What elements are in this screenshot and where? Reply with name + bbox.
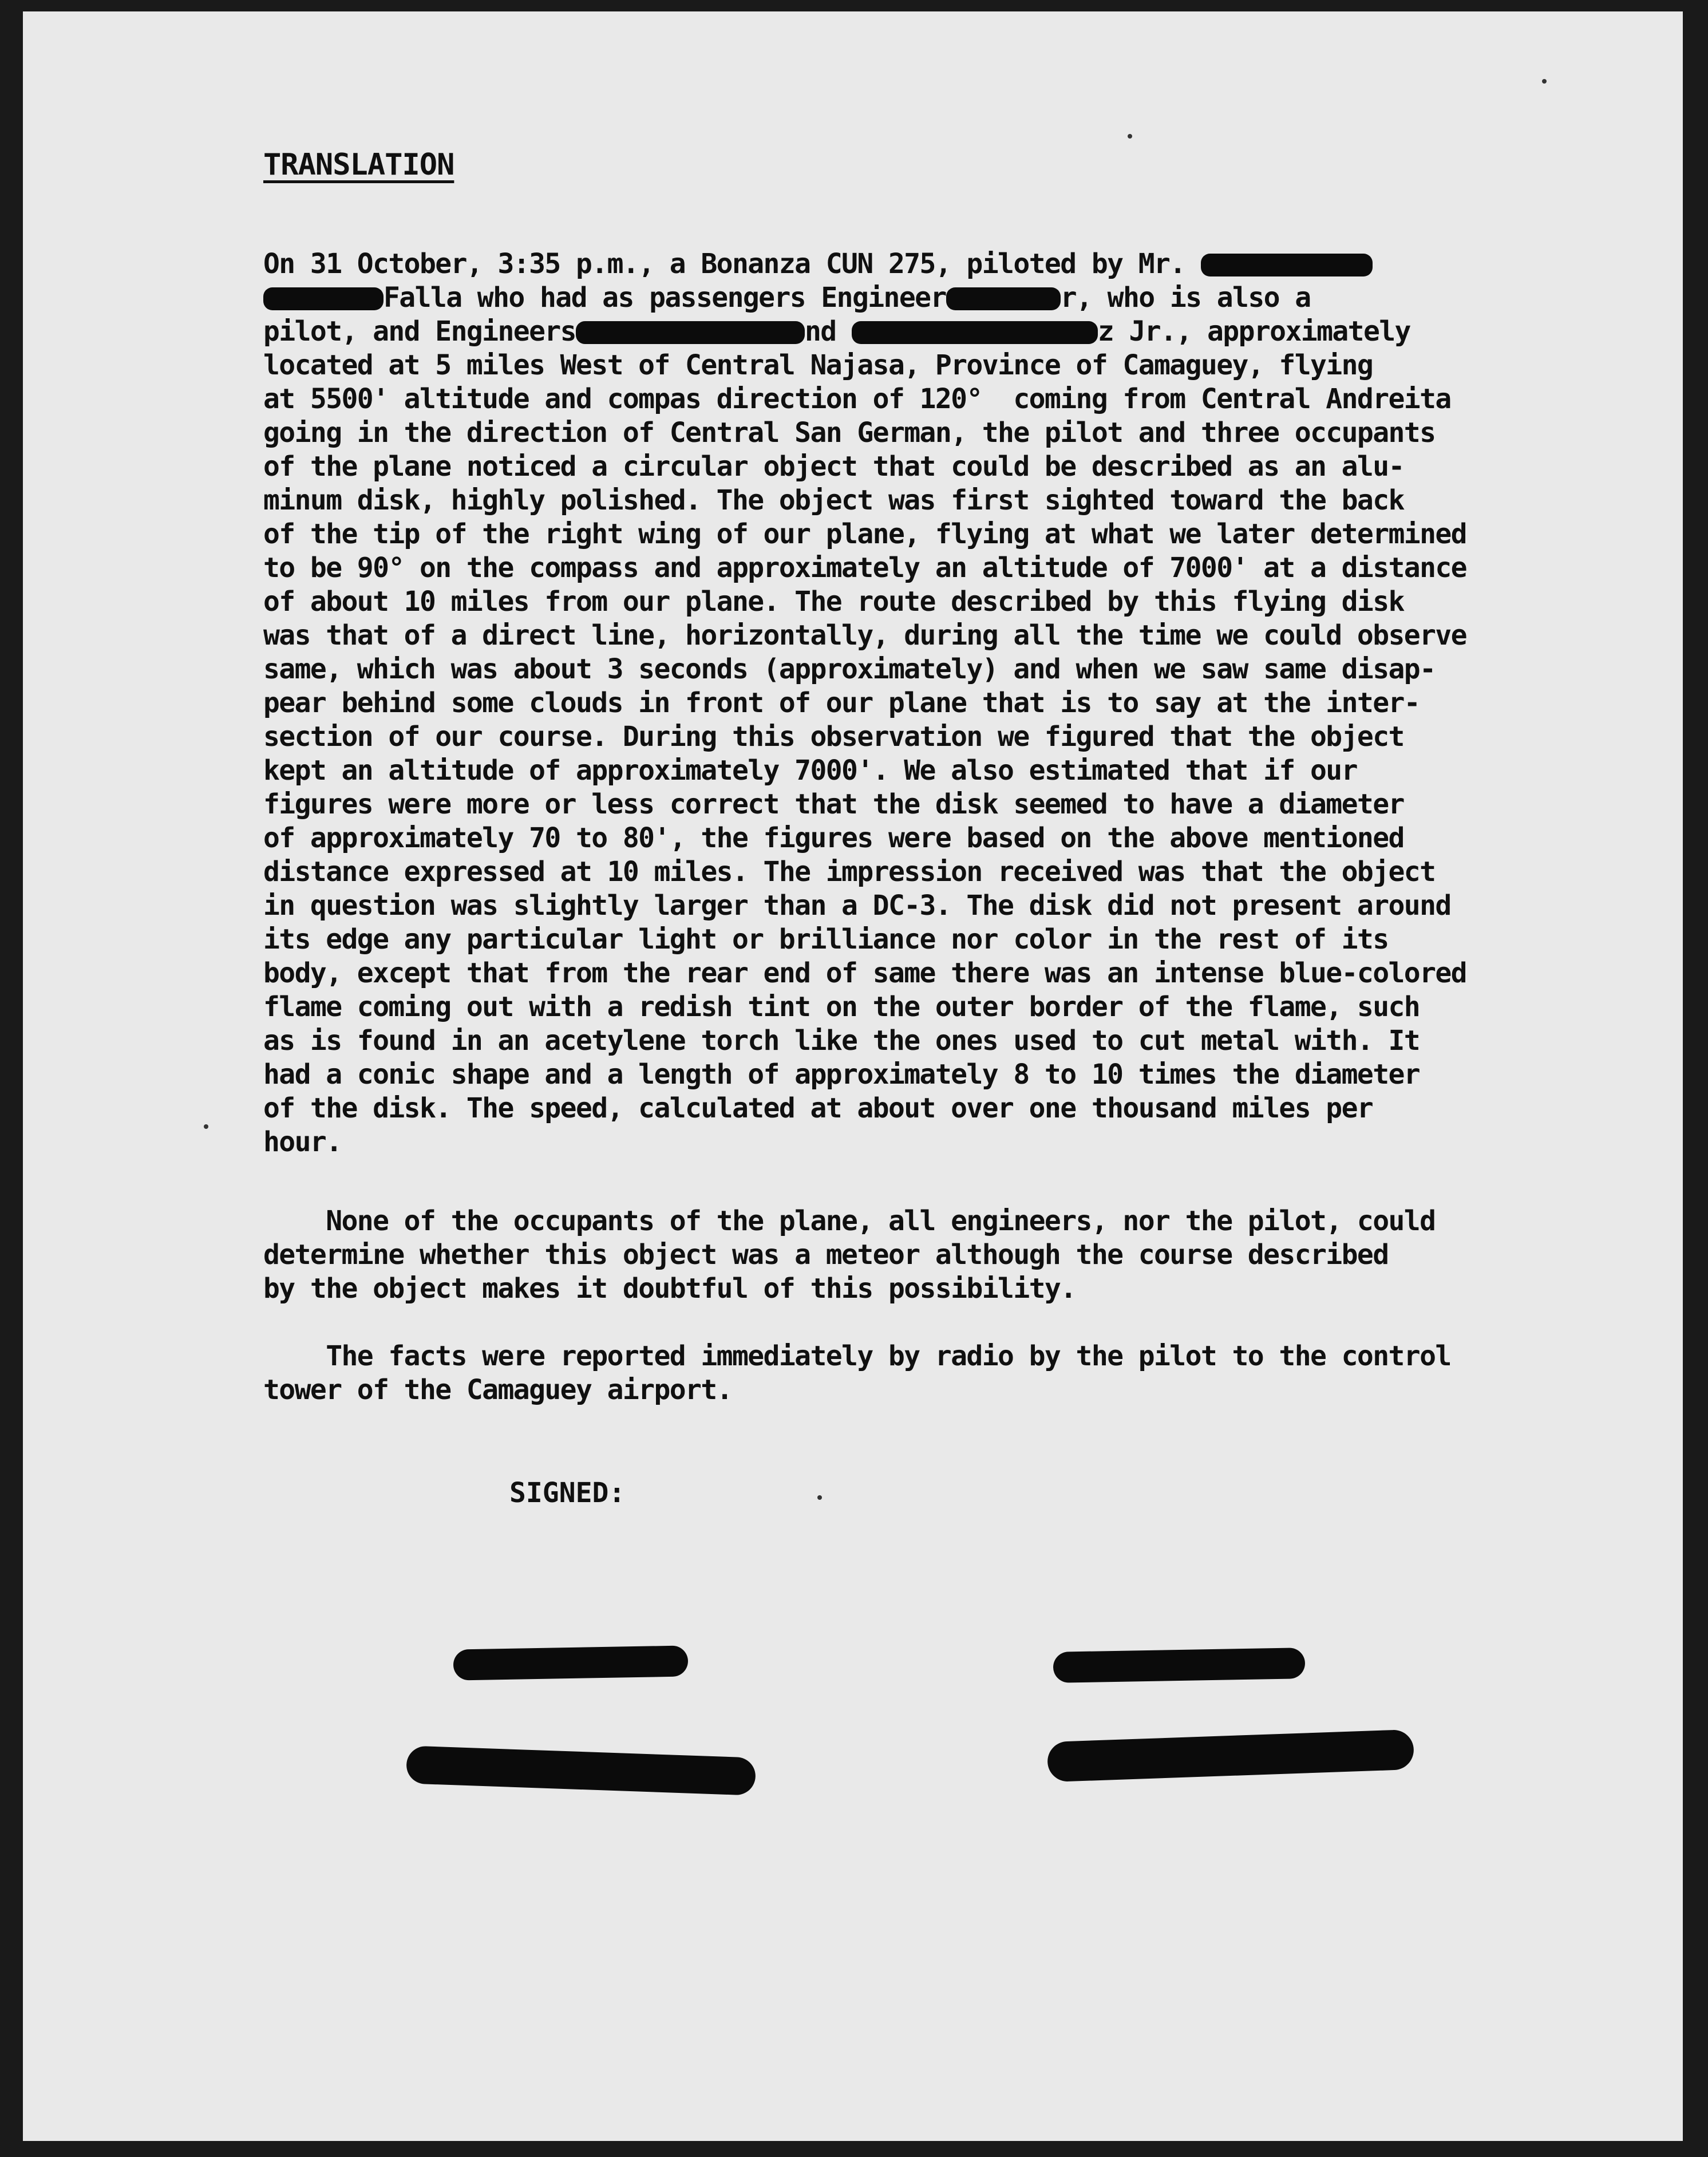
- signed-label: SIGNED:: [509, 1477, 626, 1509]
- text-segment: its edge any particular light or brilliance nor color in the rest of its: [263, 923, 1389, 955]
- text-segment: determine whether this object was a meteor although the course described: [263, 1239, 1389, 1271]
- text-line: [263, 788, 1614, 821]
- text-line: [263, 517, 1614, 551]
- redacted-signature-right-lower: [1047, 1729, 1414, 1782]
- text-line: [263, 889, 1614, 923]
- text-line: [263, 1024, 1614, 1058]
- text-line: [263, 1092, 1614, 1125]
- text-line: [263, 1340, 1614, 1373]
- text-line: [263, 247, 1614, 281]
- paragraph-meteor-doubt: [263, 1204, 1614, 1306]
- redacted-name: [946, 287, 1061, 310]
- document-page: [23, 11, 1683, 2141]
- text-segment: tower of the Camaguey airport.: [263, 1374, 732, 1406]
- text-line: [263, 315, 1614, 349]
- text-segment: in question was slightly larger than a DC-3. The disk did not present around: [263, 890, 1451, 922]
- text-line: [263, 990, 1614, 1024]
- text-line: [263, 450, 1614, 484]
- text-line: [263, 653, 1614, 686]
- text-segment: by the object makes it doubtful of this possibility.: [263, 1273, 1076, 1305]
- text-segment: z Jr., approximately: [1097, 315, 1410, 347]
- text-line: [263, 821, 1614, 855]
- text-segment: of the disk. The speed, calculated at about over one thousand miles per: [263, 1092, 1373, 1124]
- redacted-signature-left-lower: [406, 1745, 756, 1795]
- text-line: [263, 551, 1614, 585]
- text-line: [263, 957, 1614, 990]
- text-segment: was that of a direct line, horizontally, during all the time we could observe: [263, 619, 1466, 651]
- paper-speck: [1542, 79, 1547, 84]
- redacted-signature-right-upper: [1053, 1648, 1306, 1683]
- text-segment: had a conic shape and a length of approximately 8 to 10 times the diameter: [263, 1058, 1420, 1091]
- text-line: [263, 1238, 1614, 1272]
- text-segment: at 5500' altitude and compas direction of 120° coming from Central Andreita: [263, 383, 1451, 415]
- text-line: [263, 1204, 1614, 1238]
- redacted-name: [263, 287, 383, 310]
- paragraph-radio-report: [263, 1340, 1614, 1407]
- text-line: [263, 281, 1614, 315]
- text-segment: located at 5 miles West of Central Najasa, Province of Camaguey, flying: [263, 349, 1373, 381]
- text-segment: flame coming out with a redish tint on the outer border of the flame, such: [263, 991, 1420, 1023]
- redacted-signature-left-upper: [453, 1645, 689, 1680]
- text-line: [263, 754, 1614, 788]
- text-line: [263, 619, 1614, 653]
- text-line: [263, 349, 1614, 382]
- text-segment: pilot, and Engineers: [263, 315, 576, 347]
- text-segment: of the tip of the right wing of our plane, flying at what we later determined: [263, 518, 1466, 550]
- text-segment: r, who is also a: [1060, 282, 1311, 314]
- text-segment: kept an altitude of approximately 7000'. We also estimated that if our: [263, 754, 1357, 787]
- text-line: [263, 585, 1614, 619]
- text-line: [263, 855, 1614, 889]
- text-line: [263, 1125, 1614, 1159]
- text-segment: of about 10 miles from our plane. The route described by this flying disk: [263, 586, 1404, 618]
- text-segment: section of our course. During this observation we figured that the object: [263, 721, 1404, 753]
- redacted-name: [852, 321, 1098, 344]
- text-segment: minum disk, highly polished. The object was first sighted toward the back: [263, 484, 1404, 516]
- text-segment: same, which was about 3 seconds (approximately) and when we saw same disap-: [263, 653, 1436, 685]
- text-line: [263, 1058, 1614, 1092]
- text-segment: pear behind some clouds in front of our plane that is to say at the inter-: [263, 687, 1420, 719]
- paper-speck: [817, 1495, 822, 1500]
- text-line: [263, 720, 1614, 754]
- paper-speck: [1128, 134, 1132, 139]
- text-segment: of the plane noticed a circular object that could be described as an alu-: [263, 451, 1404, 483]
- text-line: [263, 484, 1614, 517]
- text-line: [263, 686, 1614, 720]
- text-line: [263, 1272, 1614, 1306]
- paragraph-sighting-report: [263, 247, 1614, 1159]
- paper-speck: [204, 1124, 208, 1129]
- text-segment: going in the direction of Central San German, the pilot and three occupants: [263, 417, 1436, 449]
- text-line: [263, 382, 1614, 416]
- text-line: [263, 416, 1614, 450]
- text-segment: nd: [804, 315, 852, 347]
- text-segment: hour.: [263, 1126, 342, 1158]
- text-line: [263, 1373, 1614, 1407]
- redacted-name: [1201, 254, 1373, 276]
- text-line: [263, 923, 1614, 957]
- typed-document: [23, 11, 1683, 2141]
- text-segment: On 31 October, 3:35 p.m., a Bonanza CUN 275, piloted by Mr.: [263, 248, 1201, 280]
- text-segment: of approximately 70 to 80', the figures were based on the above mentioned: [263, 822, 1404, 854]
- text-segment: body, except that from the rear end of same there was an intense blue-colored: [263, 957, 1466, 989]
- text-segment: The facts were reported immediately by radio by the pilot to the control: [263, 1340, 1451, 1372]
- redacted-name: [576, 321, 805, 344]
- text-segment: figures were more or less correct that the disk seemed to have a diameter: [263, 788, 1404, 820]
- text-segment: None of the occupants of the plane, all engineers, nor the pilot, could: [263, 1205, 1436, 1237]
- text-segment: Falla who had as passengers Engineer: [383, 282, 946, 314]
- text-segment: to be 90° on the compass and approximately an altitude of 7000' at a distance: [263, 552, 1466, 584]
- document-heading: TRANSLATION: [263, 148, 454, 182]
- text-segment: distance expressed at 10 miles. The impression received was that the object: [263, 856, 1436, 888]
- text-segment: as is found in an acetylene torch like the ones used to cut metal with. It: [263, 1025, 1420, 1057]
